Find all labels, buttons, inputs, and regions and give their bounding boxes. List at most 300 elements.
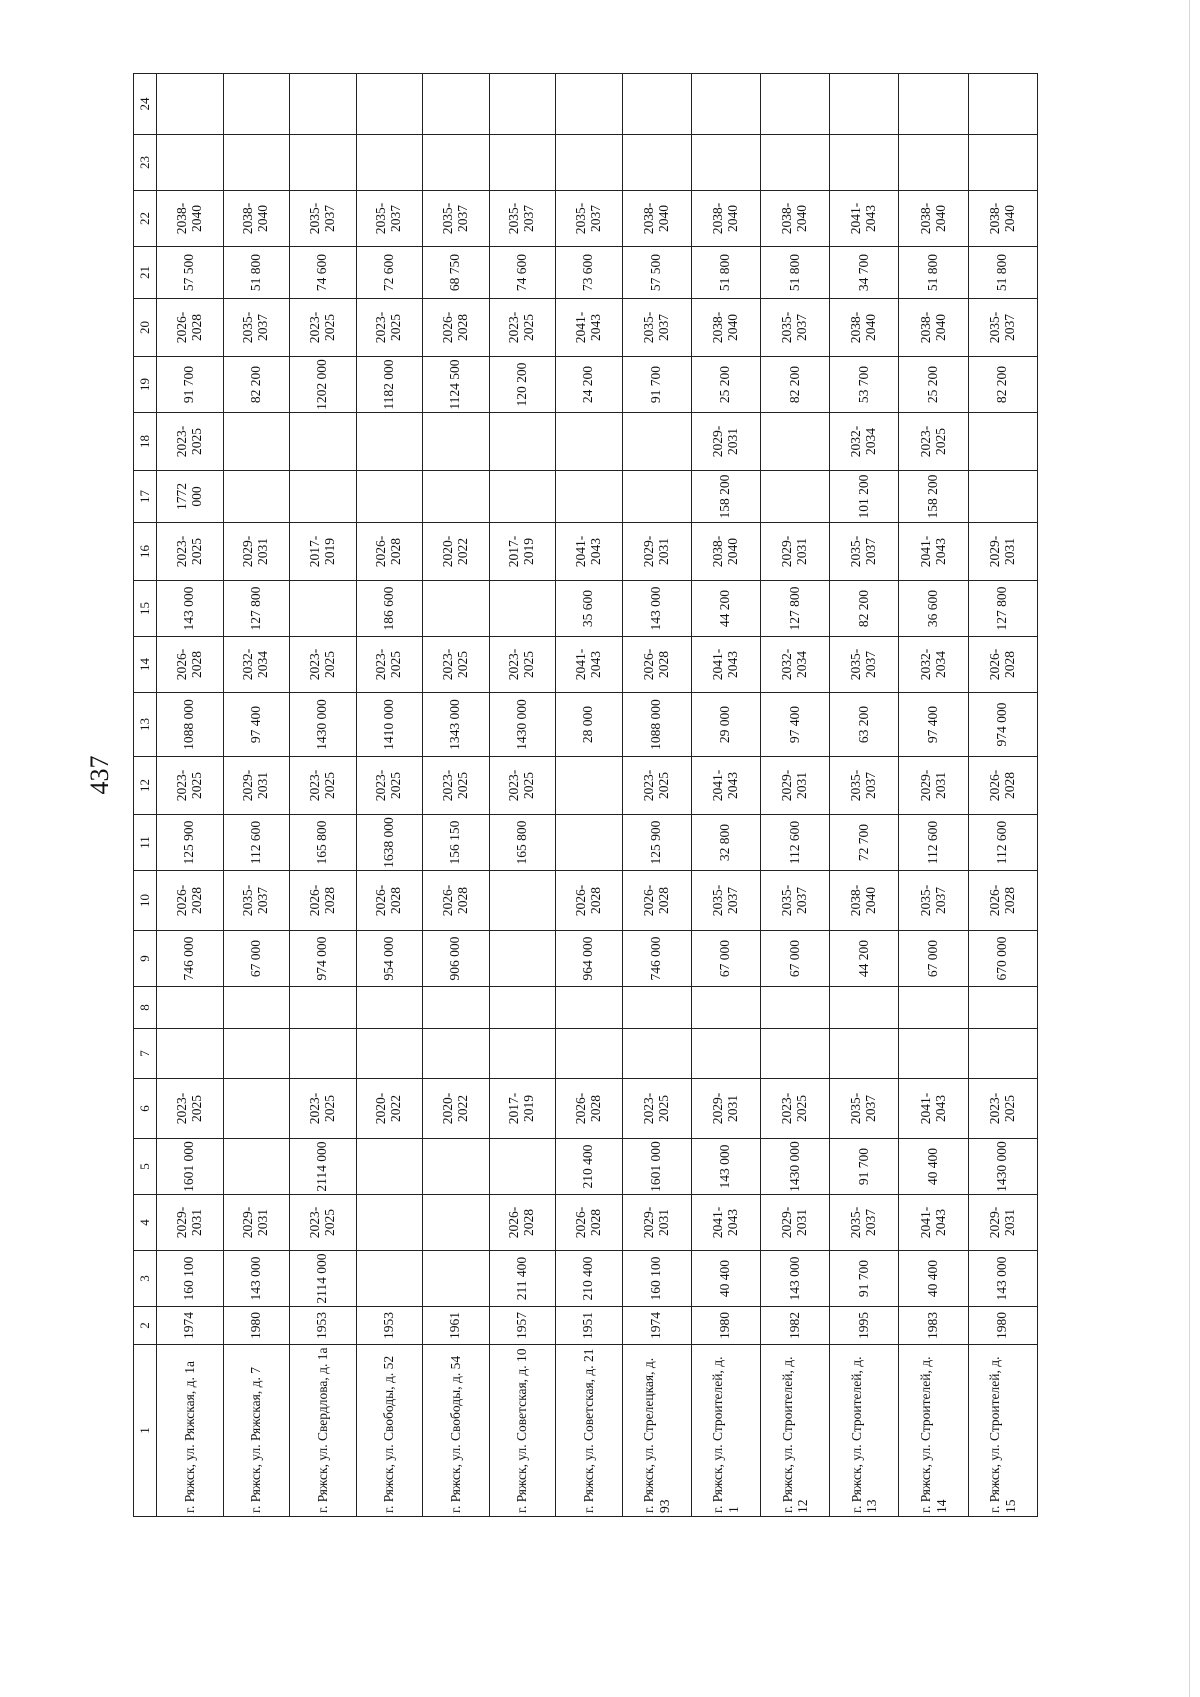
table-cell — [691, 1029, 760, 1079]
table-cell: 67 000 — [691, 931, 760, 987]
table-cell — [423, 135, 490, 191]
table-cell: 2041-2043 — [830, 191, 899, 247]
table-cell — [290, 413, 357, 471]
table-cell — [489, 871, 556, 931]
table-cell: 2041-2043 — [556, 523, 623, 581]
table-cell — [223, 1139, 290, 1195]
table-cell: 2035-2037 — [830, 1195, 899, 1251]
table-cell: 156 150 — [423, 815, 490, 871]
table-cell — [423, 74, 490, 135]
table-cell: 2029-2031 — [691, 413, 760, 471]
address-cell: г. Ряжск, ул. Стрелецкая, д. 93 — [622, 1345, 691, 1517]
table-cell — [157, 74, 224, 135]
table-cell: 2023-2025 — [356, 757, 423, 815]
address-cell: г. Ряжск, ул. Советская, д. 21 — [556, 1345, 623, 1517]
table-cell: 2029-2031 — [968, 1195, 1037, 1251]
table-cell: 2035-2037 — [356, 191, 423, 247]
table-cell: 127 800 — [968, 581, 1037, 637]
table-cell: 2026-2028 — [423, 871, 490, 931]
table-cell — [556, 757, 623, 815]
table-cell — [556, 413, 623, 471]
table-cell — [423, 413, 490, 471]
table-cell: 1410 000 — [356, 693, 423, 757]
table-cell: 2020-2022 — [356, 1079, 423, 1139]
table-cell: 1601 000 — [157, 1139, 224, 1195]
table-cell: 2023-2025 — [157, 523, 224, 581]
table-cell: 2029-2031 — [622, 1195, 691, 1251]
table-cell: 2038-2040 — [899, 299, 968, 357]
column-header: 15 — [134, 581, 157, 637]
table-cell: 1957 — [489, 1307, 556, 1345]
table-cell: 2023-2025 — [290, 757, 357, 815]
table-cell: 1124 500 — [423, 357, 490, 413]
table-cell: 2038-2040 — [691, 191, 760, 247]
table-cell: 2032-2034 — [830, 413, 899, 471]
table-cell: 2041-2043 — [556, 299, 623, 357]
table-cell — [356, 135, 423, 191]
table-cell: 2041-2043 — [899, 1079, 968, 1139]
table-cell: 2038-2040 — [691, 523, 760, 581]
table-cell — [899, 74, 968, 135]
table-cell: 746 000 — [622, 931, 691, 987]
table-cell — [356, 1029, 423, 1079]
table-cell — [556, 1029, 623, 1079]
table-cell — [622, 1029, 691, 1079]
table-cell — [223, 471, 290, 523]
table-cell: 2035-2037 — [899, 871, 968, 931]
table-cell: 82 200 — [223, 357, 290, 413]
table-cell: 2029-2031 — [157, 1195, 224, 1251]
table-cell: 2035-2037 — [830, 523, 899, 581]
table-cell — [830, 74, 899, 135]
table-cell: 2026-2028 — [489, 1195, 556, 1251]
table-cell — [622, 471, 691, 523]
table-cell: 2023-2025 — [356, 299, 423, 357]
table-cell: 165 800 — [489, 815, 556, 871]
table-cell: 2017-2019 — [489, 1079, 556, 1139]
table-cell: 67 000 — [760, 931, 829, 987]
table-cell: 82 200 — [760, 357, 829, 413]
table-cell: 2035-2037 — [830, 1079, 899, 1139]
table-cell — [691, 135, 760, 191]
column-header: 8 — [134, 987, 157, 1029]
address-cell: г. Ряжск, ул. Советская, д. 10 — [489, 1345, 556, 1517]
table-cell: 29 000 — [691, 693, 760, 757]
scan-edge-line — [1189, 0, 1190, 1697]
table-cell: 44 200 — [830, 931, 899, 987]
table-cell: 1974 — [157, 1307, 224, 1345]
table-cell: 2026-2028 — [423, 299, 490, 357]
table-row — [968, 74, 1037, 1517]
table-cell: 2026-2028 — [556, 1079, 623, 1139]
table-cell: 51 800 — [691, 247, 760, 299]
table-cell: 2032-2034 — [223, 637, 290, 693]
table-cell — [223, 1079, 290, 1139]
table-cell: 2035-2037 — [489, 191, 556, 247]
table-cell: 2029-2031 — [760, 757, 829, 815]
table-cell: 68 750 — [423, 247, 490, 299]
table-cell — [290, 1029, 357, 1079]
table-cell — [622, 74, 691, 135]
table-cell: 2017-2019 — [489, 523, 556, 581]
table-cell: 2114 000 — [290, 1139, 357, 1195]
table-body — [157, 74, 1038, 1517]
table-cell — [556, 135, 623, 191]
table-cell — [760, 135, 829, 191]
table-cell — [830, 987, 899, 1029]
table-cell — [899, 135, 968, 191]
table-cell: 143 000 — [760, 1251, 829, 1307]
table-cell: 1430 000 — [290, 693, 357, 757]
table-cell — [423, 1251, 490, 1307]
document-table — [133, 73, 1038, 1517]
table-cell: 34 700 — [830, 247, 899, 299]
table-cell: 2026-2028 — [622, 871, 691, 931]
table-cell: 160 100 — [622, 1251, 691, 1307]
table-cell: 2026-2028 — [356, 871, 423, 931]
table-cell: 143 000 — [622, 581, 691, 637]
table-cell: 91 700 — [622, 357, 691, 413]
table-cell: 2035-2037 — [223, 299, 290, 357]
table-cell: 24 200 — [556, 357, 623, 413]
table-cell: 57 500 — [157, 247, 224, 299]
table-cell — [423, 1139, 490, 1195]
column-header: 9 — [134, 931, 157, 987]
table-cell — [760, 413, 829, 471]
table-cell: 2023-2025 — [290, 1195, 357, 1251]
table-cell — [157, 987, 224, 1029]
table-cell: 2026-2028 — [290, 871, 357, 931]
table-cell: 1088 000 — [622, 693, 691, 757]
address-cell: г. Ряжск, ул. Ряжская, д. 7 — [223, 1345, 290, 1517]
address-cell: г. Ряжск, ул. Строителей, д. 12 — [760, 1345, 829, 1517]
table-cell: 210 400 — [556, 1139, 623, 1195]
table-cell: 1951 — [556, 1307, 623, 1345]
column-header: 4 — [134, 1195, 157, 1251]
address-cell: г. Ряжск, ул. Свободы, д. 54 — [423, 1345, 490, 1517]
table-cell: 2035-2037 — [556, 191, 623, 247]
table-cell: 1980 — [691, 1307, 760, 1345]
column-header: 19 — [134, 357, 157, 413]
table-cell: 2023-2025 — [622, 757, 691, 815]
table-cell — [968, 135, 1037, 191]
table-row — [760, 74, 829, 1517]
column-header: 20 — [134, 299, 157, 357]
table-cell: 210 400 — [556, 1251, 623, 1307]
column-header: 12 — [134, 757, 157, 815]
table-cell: 1974 — [622, 1307, 691, 1345]
table-cell: 974 000 — [968, 693, 1037, 757]
table-cell: 2023-2025 — [899, 413, 968, 471]
table-cell: 25 200 — [899, 357, 968, 413]
table-cell: 1430 000 — [968, 1139, 1037, 1195]
column-header: 1 — [134, 1345, 157, 1517]
column-header: 11 — [134, 815, 157, 871]
table-cell — [290, 471, 357, 523]
table-cell: 165 800 — [290, 815, 357, 871]
table-cell: 112 600 — [899, 815, 968, 871]
table-cell — [489, 74, 556, 135]
table-cell: 97 400 — [760, 693, 829, 757]
table-cell: 44 200 — [691, 581, 760, 637]
table-cell — [968, 471, 1037, 523]
table-row — [356, 74, 423, 1517]
table-cell: 2029-2031 — [223, 757, 290, 815]
table-cell — [760, 471, 829, 523]
table-cell: 2029-2031 — [760, 523, 829, 581]
table-cell: 57 500 — [622, 247, 691, 299]
table-cell: 36 600 — [899, 581, 968, 637]
table-cell: 2029-2031 — [622, 523, 691, 581]
table-cell — [556, 987, 623, 1029]
column-header: 14 — [134, 637, 157, 693]
table-cell: 97 400 — [223, 693, 290, 757]
address-cell: г. Ряжск, ул. Свердлова, д. 1а — [290, 1345, 357, 1517]
table-cell — [489, 135, 556, 191]
table-cell: 1953 — [290, 1307, 357, 1345]
table-cell — [290, 135, 357, 191]
table-cell — [622, 413, 691, 471]
table-cell: 1182 000 — [356, 357, 423, 413]
table-cell: 2020-2022 — [423, 523, 490, 581]
table-cell: 2035-2037 — [622, 299, 691, 357]
table-cell — [760, 987, 829, 1029]
address-cell: г. Ряжск, ул. Свободы, д. 52 — [356, 1345, 423, 1517]
table-cell: 91 700 — [157, 357, 224, 413]
column-header: 10 — [134, 871, 157, 931]
table-cell: 143 000 — [691, 1139, 760, 1195]
table-cell — [489, 1139, 556, 1195]
address-cell: г. Ряжск, ул. Строителей, д. 13 — [830, 1345, 899, 1517]
table-cell: 2026-2028 — [622, 637, 691, 693]
column-header: 22 — [134, 191, 157, 247]
table-cell: 2023-2025 — [968, 1079, 1037, 1139]
table-cell: 2023-2025 — [157, 757, 224, 815]
table-cell: 2023-2025 — [489, 637, 556, 693]
table-cell — [968, 987, 1037, 1029]
table-cell: 32 800 — [691, 815, 760, 871]
table-row — [489, 74, 556, 1517]
table-cell: 974 000 — [290, 931, 357, 987]
table-row — [622, 74, 691, 1517]
table-cell — [423, 987, 490, 1029]
table-row — [830, 74, 899, 1517]
table-cell: 143 000 — [968, 1251, 1037, 1307]
table-cell: 72 600 — [356, 247, 423, 299]
table-row — [290, 74, 357, 1517]
table-cell: 125 900 — [622, 815, 691, 871]
table-row — [691, 74, 760, 1517]
table-cell — [968, 1029, 1037, 1079]
column-header: 23 — [134, 135, 157, 191]
table-cell: 112 600 — [760, 815, 829, 871]
table-cell: 72 700 — [830, 815, 899, 871]
table-cell — [691, 987, 760, 1029]
table-cell — [157, 1029, 224, 1079]
table-cell: 2035-2037 — [760, 871, 829, 931]
table-cell: 97 400 — [899, 693, 968, 757]
table-cell: 74 600 — [290, 247, 357, 299]
table-cell: 2023-2025 — [290, 299, 357, 357]
table-row — [899, 74, 968, 1517]
table-cell: 211 400 — [489, 1251, 556, 1307]
header-row — [134, 74, 157, 1517]
table-cell: 2023-2025 — [290, 1079, 357, 1139]
table-cell: 1088 000 — [157, 693, 224, 757]
table-cell — [223, 413, 290, 471]
table-cell: 74 600 — [489, 247, 556, 299]
table-cell: 2035-2037 — [968, 299, 1037, 357]
table-cell: 73 600 — [556, 247, 623, 299]
table-cell: 2026-2028 — [157, 299, 224, 357]
table-cell: 1982 — [760, 1307, 829, 1345]
table-cell: 91 700 — [830, 1251, 899, 1307]
table-cell — [423, 1195, 490, 1251]
table-cell — [622, 135, 691, 191]
table-cell — [760, 1029, 829, 1079]
table-cell: 906 000 — [423, 931, 490, 987]
table-cell: 2026-2028 — [968, 871, 1037, 931]
table-row — [223, 74, 290, 1517]
table-cell: 53 700 — [830, 357, 899, 413]
table-cell: 51 800 — [760, 247, 829, 299]
table-cell: 2035-2037 — [223, 871, 290, 931]
table-cell: 1638 000 — [356, 815, 423, 871]
table-cell: 28 000 — [556, 693, 623, 757]
table-cell: 2029-2031 — [968, 523, 1037, 581]
table-cell: 2032-2034 — [899, 637, 968, 693]
column-header: 13 — [134, 693, 157, 757]
table-cell — [489, 471, 556, 523]
table-cell: 2114 000 — [290, 1251, 357, 1307]
table-cell: 40 400 — [691, 1251, 760, 1307]
table-cell — [356, 74, 423, 135]
table-cell: 2035-2037 — [830, 757, 899, 815]
table-cell: 51 800 — [899, 247, 968, 299]
table-cell: 2023-2025 — [157, 413, 224, 471]
table-cell — [423, 471, 490, 523]
table-cell: 143 000 — [223, 1251, 290, 1307]
table-cell: 1430 000 — [760, 1139, 829, 1195]
table-cell — [760, 74, 829, 135]
table-cell: 2023-2025 — [622, 1079, 691, 1139]
table-cell: 1772 000 — [157, 471, 224, 523]
table-cell: 746 000 — [157, 931, 224, 987]
table-cell: 2038-2040 — [830, 871, 899, 931]
table-cell — [968, 74, 1037, 135]
table-cell: 127 800 — [760, 581, 829, 637]
table-cell: 25 200 — [691, 357, 760, 413]
table-cell — [356, 987, 423, 1029]
column-header: 3 — [134, 1251, 157, 1307]
table-cell: 143 000 — [157, 581, 224, 637]
table-cell: 2026-2028 — [968, 637, 1037, 693]
table-cell: 1961 — [423, 1307, 490, 1345]
table-cell: 2029-2031 — [223, 523, 290, 581]
column-header: 24 — [134, 74, 157, 135]
table-cell: 1983 — [899, 1307, 968, 1345]
table-cell: 2029-2031 — [691, 1079, 760, 1139]
table-cell: 2038-2040 — [691, 299, 760, 357]
table-cell: 158 200 — [691, 471, 760, 523]
table-cell: 2035-2037 — [760, 299, 829, 357]
address-cell: г. Ряжск, ул. Строителей, д. 15 — [968, 1345, 1037, 1517]
table-cell — [968, 413, 1037, 471]
table-cell — [157, 135, 224, 191]
table-cell — [899, 1029, 968, 1079]
table-cell: 670 000 — [968, 931, 1037, 987]
table-cell — [356, 471, 423, 523]
table-cell: 2041-2043 — [691, 1195, 760, 1251]
table-cell: 2035-2037 — [290, 191, 357, 247]
table-cell: 1980 — [223, 1307, 290, 1345]
table-cell — [356, 1251, 423, 1307]
table-cell: 2023-2025 — [157, 1079, 224, 1139]
table-cell — [223, 1029, 290, 1079]
table-cell: 2023-2025 — [760, 1079, 829, 1139]
table-cell: 2038-2040 — [830, 299, 899, 357]
column-header: 18 — [134, 413, 157, 471]
table-cell: 2038-2040 — [968, 191, 1037, 247]
table-cell: 2023-2025 — [489, 299, 556, 357]
table-row — [157, 74, 224, 1517]
table-cell: 82 200 — [968, 357, 1037, 413]
table-cell: 2026-2028 — [157, 637, 224, 693]
table-cell: 2029-2031 — [760, 1195, 829, 1251]
table-cell: 2038-2040 — [223, 191, 290, 247]
address-cell: г. Ряжск, ул. Строителей, д. 14 — [899, 1345, 968, 1517]
table-cell: 1953 — [356, 1307, 423, 1345]
table-cell: 2026-2028 — [968, 757, 1037, 815]
column-header: 5 — [134, 1139, 157, 1195]
table-cell: 2026-2028 — [356, 523, 423, 581]
table-cell: 120 200 — [489, 357, 556, 413]
column-header: 7 — [134, 1029, 157, 1079]
table-cell: 2035-2037 — [830, 637, 899, 693]
table-cell — [290, 581, 357, 637]
table-cell: 2029-2031 — [899, 757, 968, 815]
table-cell: 127 800 — [223, 581, 290, 637]
table-cell — [423, 1029, 490, 1079]
table-cell: 2041-2043 — [899, 1195, 968, 1251]
column-header: 2 — [134, 1307, 157, 1345]
table-cell: 186 600 — [356, 581, 423, 637]
address-cell: г. Ряжск, ул. Ряжская, д. 1а — [157, 1345, 224, 1517]
table-cell — [223, 74, 290, 135]
table-cell: 1601 000 — [622, 1139, 691, 1195]
table-cell: 2038-2040 — [899, 191, 968, 247]
table-cell: 1980 — [968, 1307, 1037, 1345]
table-cell — [556, 471, 623, 523]
table-cell: 112 600 — [223, 815, 290, 871]
table-cell: 112 600 — [968, 815, 1037, 871]
table-cell: 91 700 — [830, 1139, 899, 1195]
column-header: 16 — [134, 523, 157, 581]
table-cell: 2038-2040 — [760, 191, 829, 247]
table-cell: 2023-2025 — [423, 757, 490, 815]
table-cell: 2023-2025 — [423, 637, 490, 693]
page-number: 437 — [85, 755, 114, 795]
table-cell: 2038-2040 — [157, 191, 224, 247]
table-cell: 125 900 — [157, 815, 224, 871]
table-cell: 2035-2037 — [423, 191, 490, 247]
table-cell: 67 000 — [899, 931, 968, 987]
table-cell — [290, 74, 357, 135]
table-cell — [223, 135, 290, 191]
table-cell: 51 800 — [968, 247, 1037, 299]
table-cell: 101 200 — [830, 471, 899, 523]
column-header: 17 — [134, 471, 157, 523]
